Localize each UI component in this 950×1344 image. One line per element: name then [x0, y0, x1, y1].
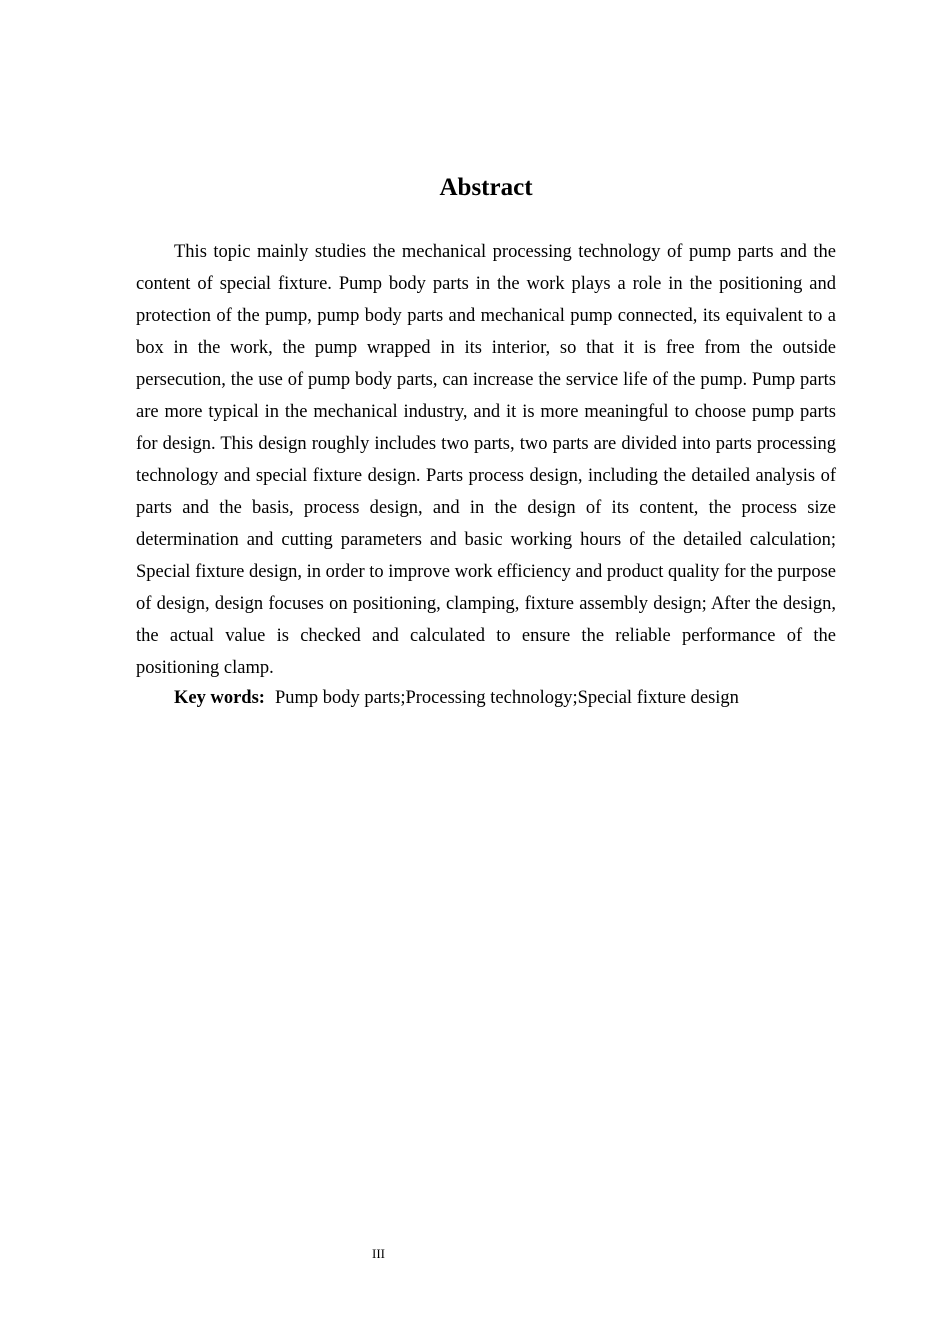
abstract-paragraph: This topic mainly studies the mechanical processing technology of pump parts and the content of special fixture. Pump body parts in the work plays a role in the positioning and protection of the pump, pump body parts and mechanical pump connected, its equivalent to a box in the work, the pump wrapped in its interior, so that it is free from the outside persecution, the use of pump body parts, can increase the service life of the pump. Pump parts are more typical in the mechanical industry, and it is more meaningful to choose pump parts for design. This design roughly includes two parts, two parts are divided into parts processing technology and special fixture design. Parts process design, including the detailed analysis of parts and the basis, process design, and in the design of its content, the process size determination and cutting parameters and basic working hours of the detailed calculation; Special fixture design, in order to improve work efficiency and product quality for the purpose of design, design focuses on positioning, clamping, fixture assembly design; After the design, the actual value is checked and calculated to ensure the reliable performance of the positioning clamp. — [136, 242, 836, 678]
keywords-line — [174, 682, 836, 714]
page-number: III — [372, 1246, 385, 1261]
abstract-title: Abstract — [439, 174, 533, 201]
keywords-text: Pump body parts;Processing technology;Special fixture design — [274, 688, 739, 708]
keywords-label: Key words: — [174, 688, 265, 708]
